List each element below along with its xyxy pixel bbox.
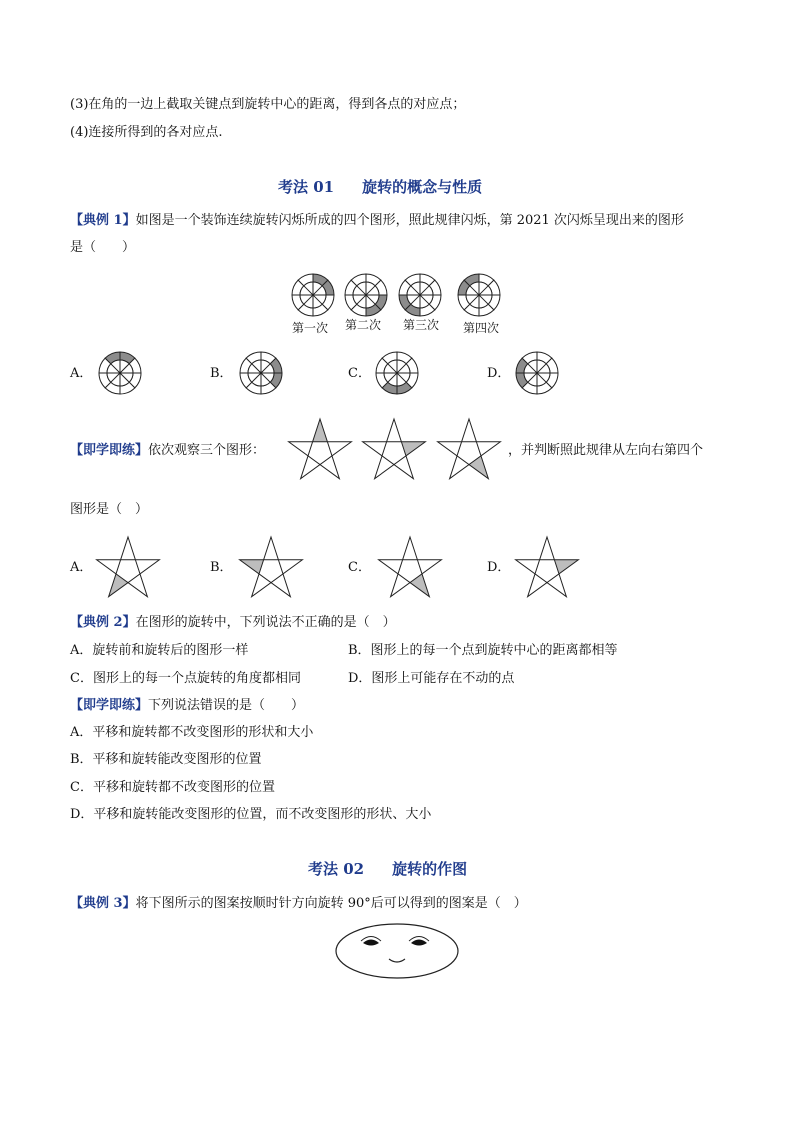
- example-3-tag: 【典例 3】: [70, 896, 136, 911]
- practice-2-tag: 【即学即练】: [70, 698, 149, 713]
- ex1-option-b-figure[interactable]: [238, 350, 284, 396]
- example-3-question: [70, 896, 527, 912]
- flash-figure-3: [397, 272, 443, 318]
- ex2-option-c[interactable]: C．图形上的每一个点旋转的角度都相同: [70, 671, 301, 686]
- star-figure-2: [359, 414, 429, 484]
- ex2-option-b[interactable]: B．图形上的每一个点到旋转中心的距离都相等: [348, 643, 618, 658]
- ex2-option-a[interactable]: A．旋转前和旋转后的图形一样: [70, 643, 249, 658]
- flash-figure-4: [456, 272, 502, 318]
- ex1-option-a-figure[interactable]: [97, 350, 143, 396]
- ex1-option-b-label[interactable]: B．: [210, 366, 233, 381]
- practice-2-question: [70, 698, 304, 714]
- p1-option-c-figure[interactable]: [375, 532, 445, 602]
- section-2-title: 旋转的作图: [392, 860, 468, 878]
- practice-1-text-cont: 图形是（ ）: [70, 502, 149, 517]
- example-1-text: 如图是一个装饰连续旋转闪烁所成的四个图形，照此规律闪烁，第 2021 次闪烁呈现出来的图形: [135, 213, 684, 228]
- practice-2-text: 下列说法错误的是（ ）: [148, 698, 305, 713]
- example-1-text-cont: 是（ ）: [70, 240, 136, 255]
- flash-figure-1: [290, 272, 336, 318]
- star-outline: [97, 537, 160, 597]
- ex1-option-a-label[interactable]: A．: [70, 366, 93, 381]
- p1-option-a-label[interactable]: A．: [70, 560, 93, 575]
- caption-1: 第一次: [292, 321, 329, 335]
- example-2-tag: 【典例 2】: [70, 615, 136, 630]
- practice-1-tag: 【即学即练】: [70, 443, 149, 458]
- practice-1-lead: [70, 443, 265, 459]
- p2-option-c[interactable]: C．平移和旋转都不改变图形的位置: [70, 780, 275, 795]
- ex1-option-d-label[interactable]: D．: [487, 366, 511, 381]
- ex1-option-c-figure[interactable]: [374, 350, 420, 396]
- p2-option-d[interactable]: D．平移和旋转能改变图形的位置，而不改变图形的形状、大小: [70, 807, 432, 822]
- star-figure-1: [285, 414, 355, 484]
- section-1-heading: [278, 178, 482, 196]
- p1-option-a-figure[interactable]: [93, 532, 163, 602]
- section-1-title: 旋转的概念与性质: [362, 178, 483, 196]
- p1-option-c-label[interactable]: C．: [348, 560, 371, 575]
- example-2-question: [70, 615, 396, 631]
- practice-1-lead-text: 依次观察三个图形：: [148, 443, 266, 458]
- flash-figure-2: [343, 272, 389, 318]
- star-outline: [516, 537, 579, 597]
- p1-option-b-figure[interactable]: [236, 532, 306, 602]
- face-figure: [333, 922, 461, 980]
- caption-2: 第二次: [345, 318, 382, 332]
- star-outline: [363, 419, 426, 479]
- practice-1-tail: ，并判断照此规律从左向右第四个: [508, 443, 704, 458]
- ex1-option-d-figure[interactable]: [514, 350, 560, 396]
- star-outline: [379, 537, 442, 597]
- ex2-option-d[interactable]: D．图形上可能存在不动的点: [348, 671, 515, 686]
- p2-option-b[interactable]: B．平移和旋转能改变图形的位置: [70, 752, 262, 767]
- star-outline: [438, 419, 501, 479]
- p1-option-b-label[interactable]: B．: [210, 560, 233, 575]
- caption-4: 第四次: [463, 321, 500, 335]
- section-2-label: 考法 02: [308, 860, 365, 878]
- example-3-text: 将下图所示的图案按顺时针方向旋转 90°后可以得到的图案是（ ）: [135, 896, 527, 911]
- star-outline: [240, 537, 303, 597]
- p1-option-d-label[interactable]: D．: [487, 560, 511, 575]
- caption-3: 第三次: [403, 318, 440, 332]
- example-1-question: [70, 213, 684, 229]
- ex1-option-c-label[interactable]: C．: [348, 366, 371, 381]
- star-shaded-tip: [410, 574, 429, 597]
- face-outline: [336, 924, 458, 978]
- p2-option-a[interactable]: A．平移和旋转都不改变图形的形状和大小: [70, 725, 314, 740]
- step-3: (3)在角的一边上截取关键点到旋转中心的距离，得到各点的对应点；: [70, 97, 466, 112]
- star-shaded-tip: [109, 574, 128, 597]
- step-4: (4)连接所得到的各对应点.: [70, 125, 223, 140]
- star-shaded-tip: [469, 456, 488, 479]
- example-2-text: 在图形的旋转中，下列说法不正确的是（ ）: [135, 615, 396, 630]
- section-1-label: 考法 01: [278, 178, 335, 196]
- example-1-tag: 【典例 1】: [70, 213, 136, 228]
- section-2-heading: [308, 860, 467, 878]
- star-figure-3: [434, 414, 504, 484]
- p1-option-d-figure[interactable]: [512, 532, 582, 602]
- star-shaded-tip: [312, 419, 327, 441]
